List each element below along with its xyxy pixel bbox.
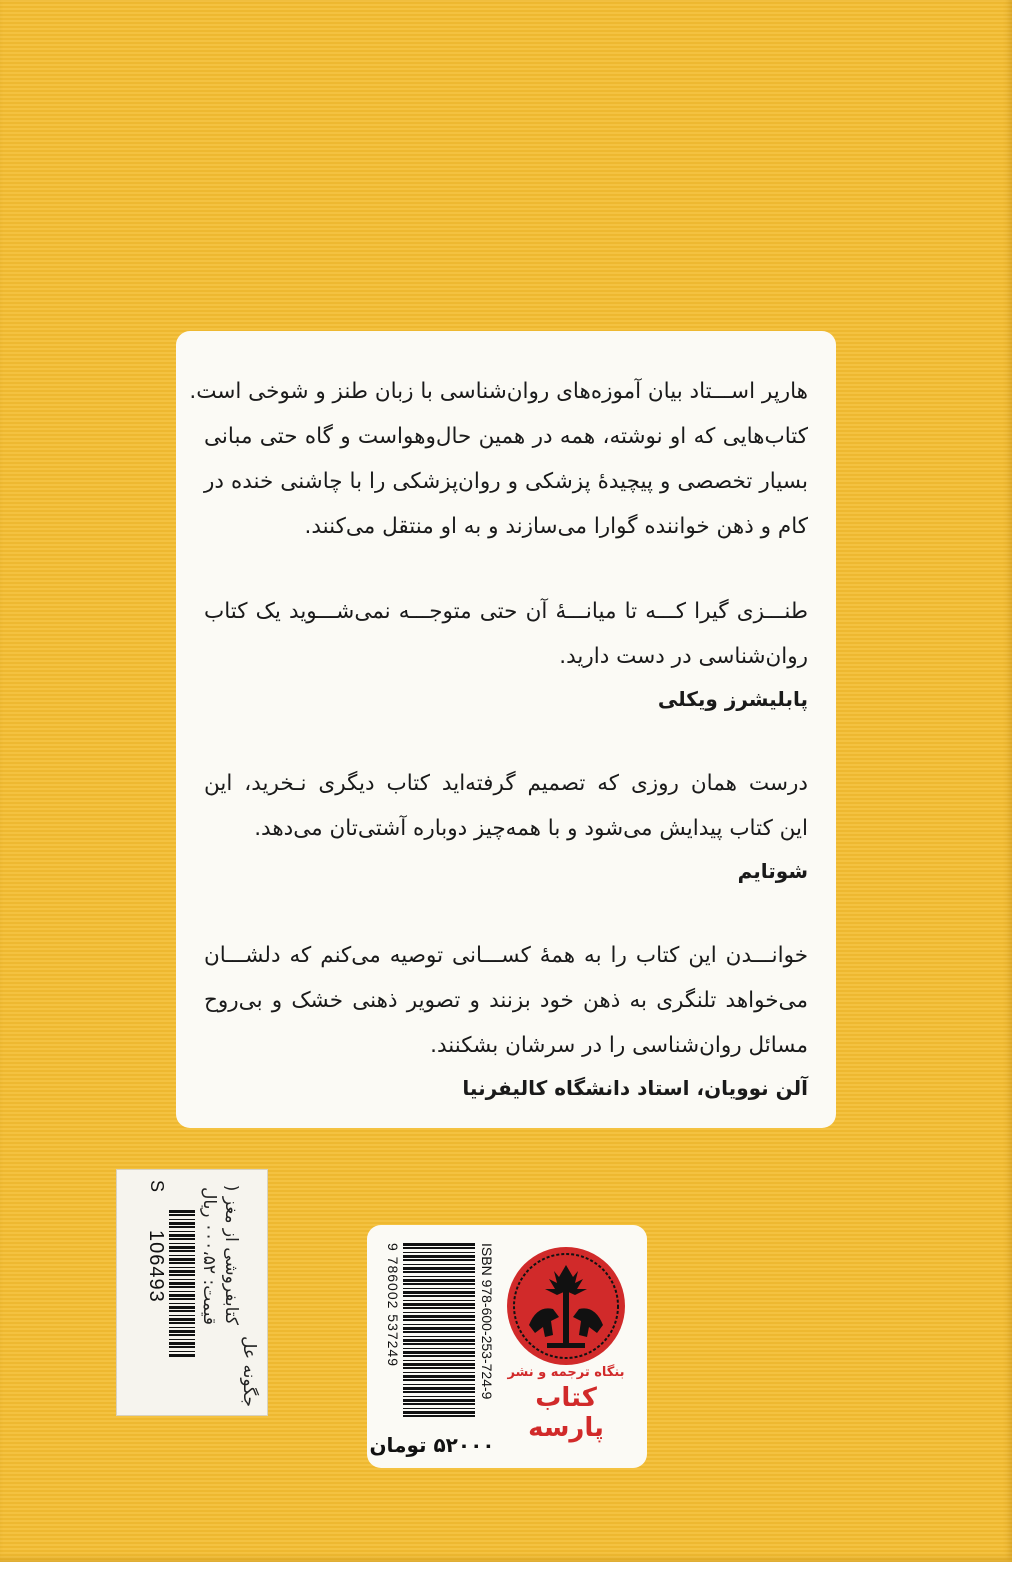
quote-attribution: آلن نوویان، استاد دانشگاه کالیفرنیا <box>462 1076 808 1100</box>
sticker-code: 106493 <box>145 1230 167 1303</box>
sticker-letter: S <box>147 1180 167 1193</box>
sticker-barcode <box>169 1210 195 1360</box>
blurb-line: این کتاب پیدایش می‌شود و با همه‌چیز دوباره آشتی‌تان می‌دهد. <box>254 816 808 841</box>
sticker-title-line: کتابفروشی از مغز ( <box>221 1184 241 1325</box>
isbn-block <box>377 1239 495 1429</box>
publisher-subtitle: بنگاه ترجمه و نشر <box>507 1365 625 1380</box>
blurb-line: مسائل روان‌شناسی را در سرشان بشکنند. <box>430 1033 808 1058</box>
price-card <box>367 1225 647 1468</box>
isbn-barcode <box>403 1243 475 1419</box>
quote-attribution: پابلیشرز ویکلی <box>657 687 808 711</box>
blurb-paragraph-3 <box>204 761 808 851</box>
barcode-digits: 9 786002 537249 <box>385 1243 401 1367</box>
blurb-panel <box>176 331 836 1128</box>
publisher-name: کتاب پارسه <box>528 1383 604 1443</box>
blurb-line: خوانـــدن این کتاب را به همهٔ کســـانی توصیه می‌کنم که دلشـــان <box>204 943 808 968</box>
blurb-paragraph-1 <box>189 369 808 549</box>
blurb-paragraph-2 <box>204 589 808 679</box>
sticker-price-line: قیمت: ۰۰۰،۵۲ ریال <box>199 1187 219 1325</box>
library-sticker <box>116 1169 268 1416</box>
persepolis-emblem-icon <box>507 1247 625 1365</box>
isbn-text: ISBN 978-600-253-724-9 <box>479 1243 495 1400</box>
quote-attribution: شوتایم <box>737 859 808 883</box>
blurb-paragraph-4 <box>204 933 808 1068</box>
blurb-line: می‌خواهد تلنگری به ذهن خود بزنند و تصویر ذهنی خشک و بی‌روح <box>204 988 808 1013</box>
blurb-line: بسیار تخصصی و پیچیدهٔ پزشکی و روان‌پزشکی را با چاشنی خنده در <box>204 469 808 494</box>
blurb-line: کتاب‌هایی که او نوشته، همه در همین حال‌وهواست و گاه حتی مبانی <box>204 424 808 449</box>
blurb-line: کام و ذهن خواننده گوارا می‌سازند و به او منتقل می‌کنند. <box>304 514 808 539</box>
blurb-line: روان‌شناسی در دست دارید. <box>559 644 808 669</box>
blurb-line: طنـــزی گیرا کـــه تا میانـــهٔ آن حتی متوجـــه نمی‌شـــوید یک کتاب <box>204 599 808 624</box>
price-label: ۵۲۰۰۰ تومان <box>369 1433 495 1457</box>
blurb-line: هارپر اســـتاد بیان آموزه‌های روان‌شناسی با زبان طنز و شوخی است. <box>189 379 808 404</box>
blurb-line: درست همان روزی که تصمیم گرفته‌اید کتاب دیگری نـخرید، این <box>204 771 808 796</box>
sticker-title-line: جگونه عل <box>239 1336 259 1407</box>
